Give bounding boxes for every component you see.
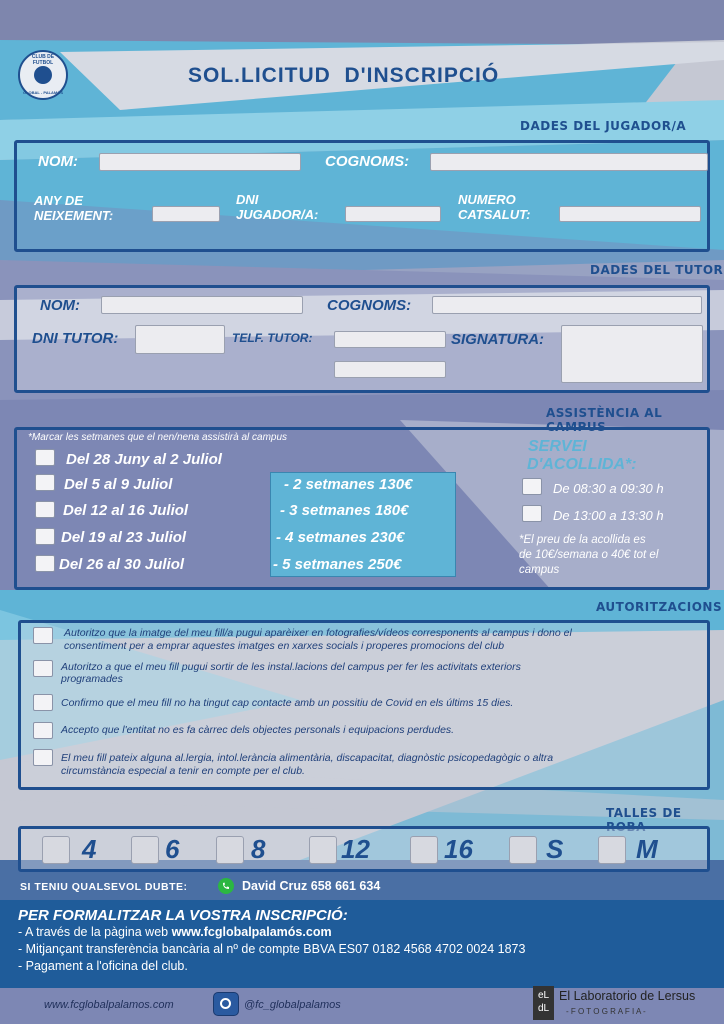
size-checkbox-6[interactable] [131,836,159,864]
size-label-16: 16 [444,834,473,864]
service-checkbox-1[interactable] [522,478,542,495]
price-5-weeks: - 5 setmanes 250€ [273,556,402,573]
player-name-field[interactable] [99,153,301,171]
service-note-2: de 10€/semana o 40€ tot el [519,549,659,561]
auth-text-1b: consentiment per a emprar aquestes imatges en xarxes socials i properes promocions del club [64,640,505,652]
service-note-3: campus [519,564,560,576]
studio-sub: - F O T O G R A F I A - [566,1007,646,1016]
week-label-2: Del 5 al 9 Juliol [64,476,173,493]
studio-name: El Laboratorio de Lersus [559,989,696,1003]
player-surname-label: COGNOMS: [325,153,410,170]
auth-text-5b: circumstància especial a tenir en compte per el club. [61,765,305,777]
birth-label-1: ANY DE [34,193,83,208]
formalize-website-link[interactable]: www.fcglobalpalamós.com [171,925,332,939]
tutor-phone-field-1[interactable] [334,331,446,348]
tutor-dni-field[interactable] [135,325,225,354]
auth-checkbox-1[interactable] [33,627,53,644]
service-checkbox-2[interactable] [522,505,542,522]
campus-note: *Marcar les setmanes que el nen/nena assistirà al campus [28,432,288,443]
dni-player-field[interactable] [345,206,441,222]
tutor-section-heading: DADES DEL TUTOR [590,263,724,277]
club-logo [18,50,68,100]
logo-text-bottom: GLOBAL - PALAMÓS [22,90,64,95]
service-note-1: *El preu de la acollida es [519,534,646,546]
contact-person: David Cruz 658 661 634 [242,879,381,893]
size-checkbox-s[interactable] [509,836,537,864]
formalize-line-2: - Mitjançant transferència bancària al nº de compte BBVA ES07 0182 4568 4702 0024 1873 [18,942,526,956]
week-label-5: Del 26 al 30 Juliol [59,556,185,573]
logo-ball-icon [34,66,52,84]
page-title: SOL.LICITUD D'INSCRIPCIÓ [188,64,500,87]
size-checkbox-4[interactable] [42,836,70,864]
formalize-line-1-prefix: - A través de la pàgina web [18,925,172,939]
player-name-label: NOM: [38,153,78,170]
formalize-line-3: - Pagament a l'oficina del club. [18,959,188,973]
size-checkbox-16[interactable] [410,836,438,864]
size-checkbox-8[interactable] [216,836,244,864]
catsalut-label-2: CATSALUT: [458,207,531,222]
size-label-6: 6 [165,834,180,864]
auth-checkbox-5[interactable] [33,749,53,766]
service-option-2: De 13:00 a 13:30 h [553,508,664,523]
size-checkbox-m[interactable] [598,836,626,864]
catsalut-field[interactable] [559,206,701,222]
birth-label-2: NEIXEMENT: [34,208,114,223]
dni-player-label-2: JUGADOR/A: [236,207,319,222]
auth-text-5a: El meu fill pateix alguna al.lergia, intol.lerància alimentària, discapacitat, diagnòstic psicopedagògic o altra [61,752,554,764]
auth-text-2b: programades [61,673,123,685]
week-label-1: Del 28 Juny al 2 Juliol [66,451,222,468]
studio-mark: eL dL [537,990,550,1014]
tutor-name-label: NOM: [40,297,80,314]
tutor-surname-label: COGNOMS: [327,297,412,314]
formalize-line-1 [18,925,332,939]
size-label-12: 12 [341,834,370,864]
size-label-s: S [546,834,564,864]
tutor-surname-field[interactable] [432,296,702,314]
auth-checkbox-4[interactable] [33,722,53,739]
footer-instagram[interactable]: @fc_globalpalamos [244,999,341,1011]
price-4-weeks: - 4 setmanes 230€ [276,529,405,546]
player-section-heading: DADES DEL JUGADOR/A [520,119,687,133]
size-label-4: 4 [82,834,97,864]
service-title-1: SERVEI [528,438,587,455]
size-checkbox-12[interactable] [309,836,337,864]
week-label-3: Del 12 al 16 Juliol [63,502,189,519]
auth-text-4: Accepto que l'entitat no es fa càrrec dels objectes personals i equipacions perdudes. [61,724,455,736]
tutor-name-field[interactable] [101,296,303,314]
contact-label: SI TENIU QUALSEVOL DUBTE: [20,881,188,893]
auth-text-2a: Autoritzo a que el meu fill pugui sortir de les instal.lacions del campus per fer les activitats exteriors [61,661,521,673]
instagram-icon [213,992,239,1016]
birth-year-field[interactable] [152,206,220,222]
tutor-signature-field[interactable] [561,325,703,383]
whatsapp-icon [218,878,234,894]
auth-checkbox-3[interactable] [33,694,53,711]
sizes-heading: TALLES DE ROBA [606,806,682,834]
service-title-2: D'ACOLLIDA*: [527,456,637,473]
logo-text: CLUB DE FUTBOL [31,54,55,66]
tutor-signature-label: SIGNATURA: [451,331,545,348]
tutor-phone-label: TELF. TUTOR: [232,331,313,345]
auth-text-3: Confirmo que el meu fill no ha tingut cap contacte amb un possitiu de Covid en els últims 15 dies. [61,697,514,709]
auth-checkbox-2[interactable] [33,660,53,677]
tutor-phone-field-2[interactable] [334,361,446,378]
footer-website[interactable]: www.fcglobalpalamos.com [44,999,174,1011]
catsalut-label-1: NUMERO [458,192,516,207]
auth-text-1a: Autoritzo que la imatge del meu fill/a pugui aparèixer en fotografies/vídeos corresponents al campus i dono el [64,627,572,639]
week-checkbox-3[interactable] [35,501,55,518]
week-checkbox-2[interactable] [35,474,55,491]
size-label-m: M [636,834,658,864]
formalize-heading: PER FORMALITZAR LA VOSTRA INSCRIPCIÓ: [18,907,348,924]
player-surname-field[interactable] [430,153,708,171]
authorizations-heading: AUTORITZACIONS [596,600,723,614]
week-checkbox-4[interactable] [35,528,55,545]
size-label-8: 8 [251,834,266,864]
price-3-weeks: - 3 setmanes 180€ [280,502,409,519]
service-option-1: De 08:30 a 09:30 h [553,481,664,496]
dni-player-label-1: DNI [236,192,259,207]
campus-section-heading: ASSISTÈNCIA AL CAMPUS [546,406,663,434]
tutor-dni-label: DNI TUTOR: [32,330,119,347]
price-2-weeks: - 2 setmanes 130€ [284,476,413,493]
studio-logo [533,986,554,1020]
week-checkbox-1[interactable] [35,449,55,466]
week-checkbox-5[interactable] [35,555,55,572]
week-label-4: Del 19 al 23 Juliol [61,529,187,546]
